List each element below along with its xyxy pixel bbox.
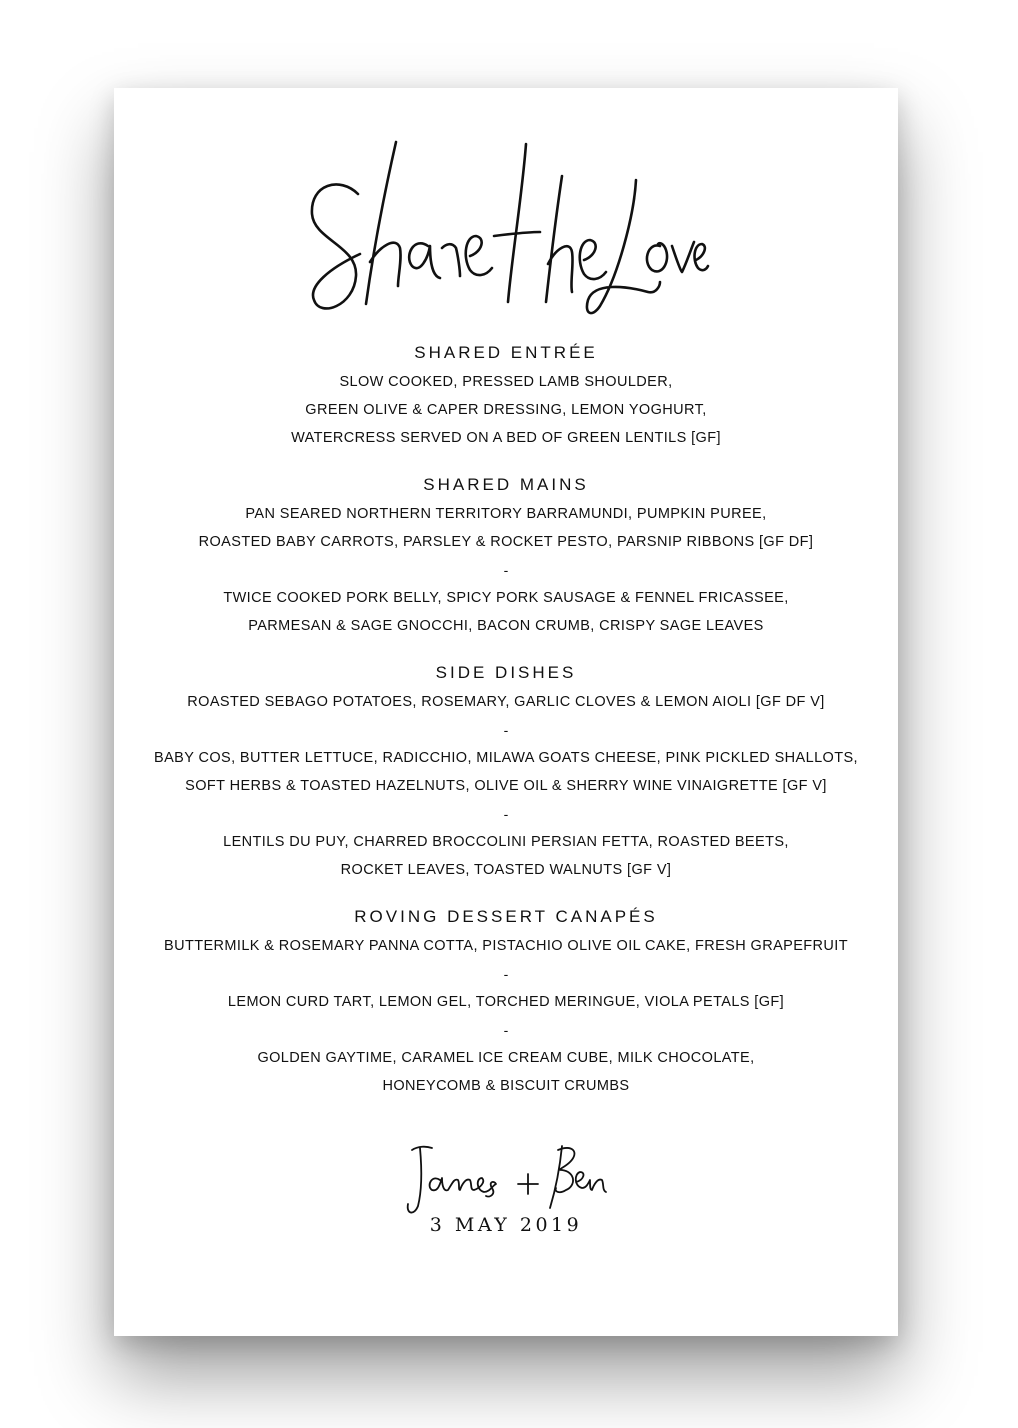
dish-line: BABY COS, BUTTER LETTUCE, RADICCHIO, MILAWA GOATS CHEESE, PINK PICKLED SHALLOTS, bbox=[154, 750, 858, 766]
dish-line: LEMON CURD TART, LEMON GEL, TORCHED MERINGUE, VIOLA PETALS [GF] bbox=[227, 994, 785, 1010]
dish-separator: - bbox=[503, 966, 509, 982]
dish-line: SLOW COOKED, PRESSED LAMB SHOULDER, bbox=[339, 374, 673, 390]
menu-section-sides bbox=[114, 660, 898, 884]
dish-separator: - bbox=[503, 722, 509, 738]
menu-card bbox=[114, 88, 898, 1336]
dish-line: TWICE COOKED PORK BELLY, SPICY PORK SAUSAGE & FENNEL FRICASSEE, bbox=[223, 590, 789, 606]
dish-line: PAN SEARED NORTHERN TERRITORY BARRAMUNDI, PUMPKIN PUREE, bbox=[245, 506, 767, 522]
event-date: 3 MAY 2019 bbox=[429, 1214, 583, 1236]
dish-line: SOFT HERBS & TOASTED HAZELNUTS, OLIVE OIL & SHERRY WINE VINAIGRETTE [GF V] bbox=[185, 778, 827, 794]
dish-separator: - bbox=[503, 1022, 509, 1038]
dish-line: ROASTED BABY CARROTS, PARSLEY & ROCKET PESTO, PARSNIP RIBBONS [GF DF] bbox=[198, 534, 814, 550]
section-heading: SHARED ENTRÉE bbox=[414, 343, 598, 362]
dish-separator: - bbox=[503, 806, 509, 822]
dish-line: LENTILS DU PUY, CHARRED BROCCOLINI PERSIAN FETTA, ROASTED BEETS, bbox=[223, 834, 789, 850]
menu-body bbox=[114, 340, 898, 1100]
menu-section-dessert bbox=[114, 904, 898, 1100]
dish-line: WATERCRESS SERVED ON A BED OF GREEN LENTILS [GF] bbox=[291, 430, 721, 446]
menu-section-mains bbox=[114, 472, 898, 640]
dish-line: HONEYCOMB & BISCUIT CRUMBS bbox=[382, 1078, 630, 1094]
dish-line: PARMESAN & SAGE GNOCCHI, BACON CRUMB, CRISPY SAGE LEAVES bbox=[248, 618, 764, 634]
dish-line: ROASTED SEBAGO POTATOES, ROSEMARY, GARLIC CLOVES & LEMON AIOLI [GF DF V] bbox=[187, 694, 825, 710]
section-heading: SIDE DISHES bbox=[435, 663, 577, 682]
dish-separator: - bbox=[503, 562, 509, 578]
dish-line: BUTTERMILK & ROSEMARY PANNA COTTA, PISTACHIO OLIVE OIL CAKE, FRESH GRAPEFRUIT bbox=[164, 938, 848, 954]
section-heading: SHARED MAINS bbox=[423, 475, 589, 494]
dish-line: GOLDEN GAYTIME, CARAMEL ICE CREAM CUBE, MILK CHOCOLATE, bbox=[257, 1050, 755, 1066]
couple-signature bbox=[400, 1140, 614, 1222]
dish-line: GREEN OLIVE & CAPER DRESSING, LEMON YOGHURT, bbox=[305, 402, 707, 418]
menu-section-entree bbox=[114, 340, 898, 452]
menu-title-script bbox=[300, 136, 710, 326]
dish-line: ROCKET LEAVES, TOASTED WALNUTS [GF V] bbox=[340, 862, 672, 878]
section-heading: ROVING DESSERT CANAPÉS bbox=[354, 907, 658, 926]
